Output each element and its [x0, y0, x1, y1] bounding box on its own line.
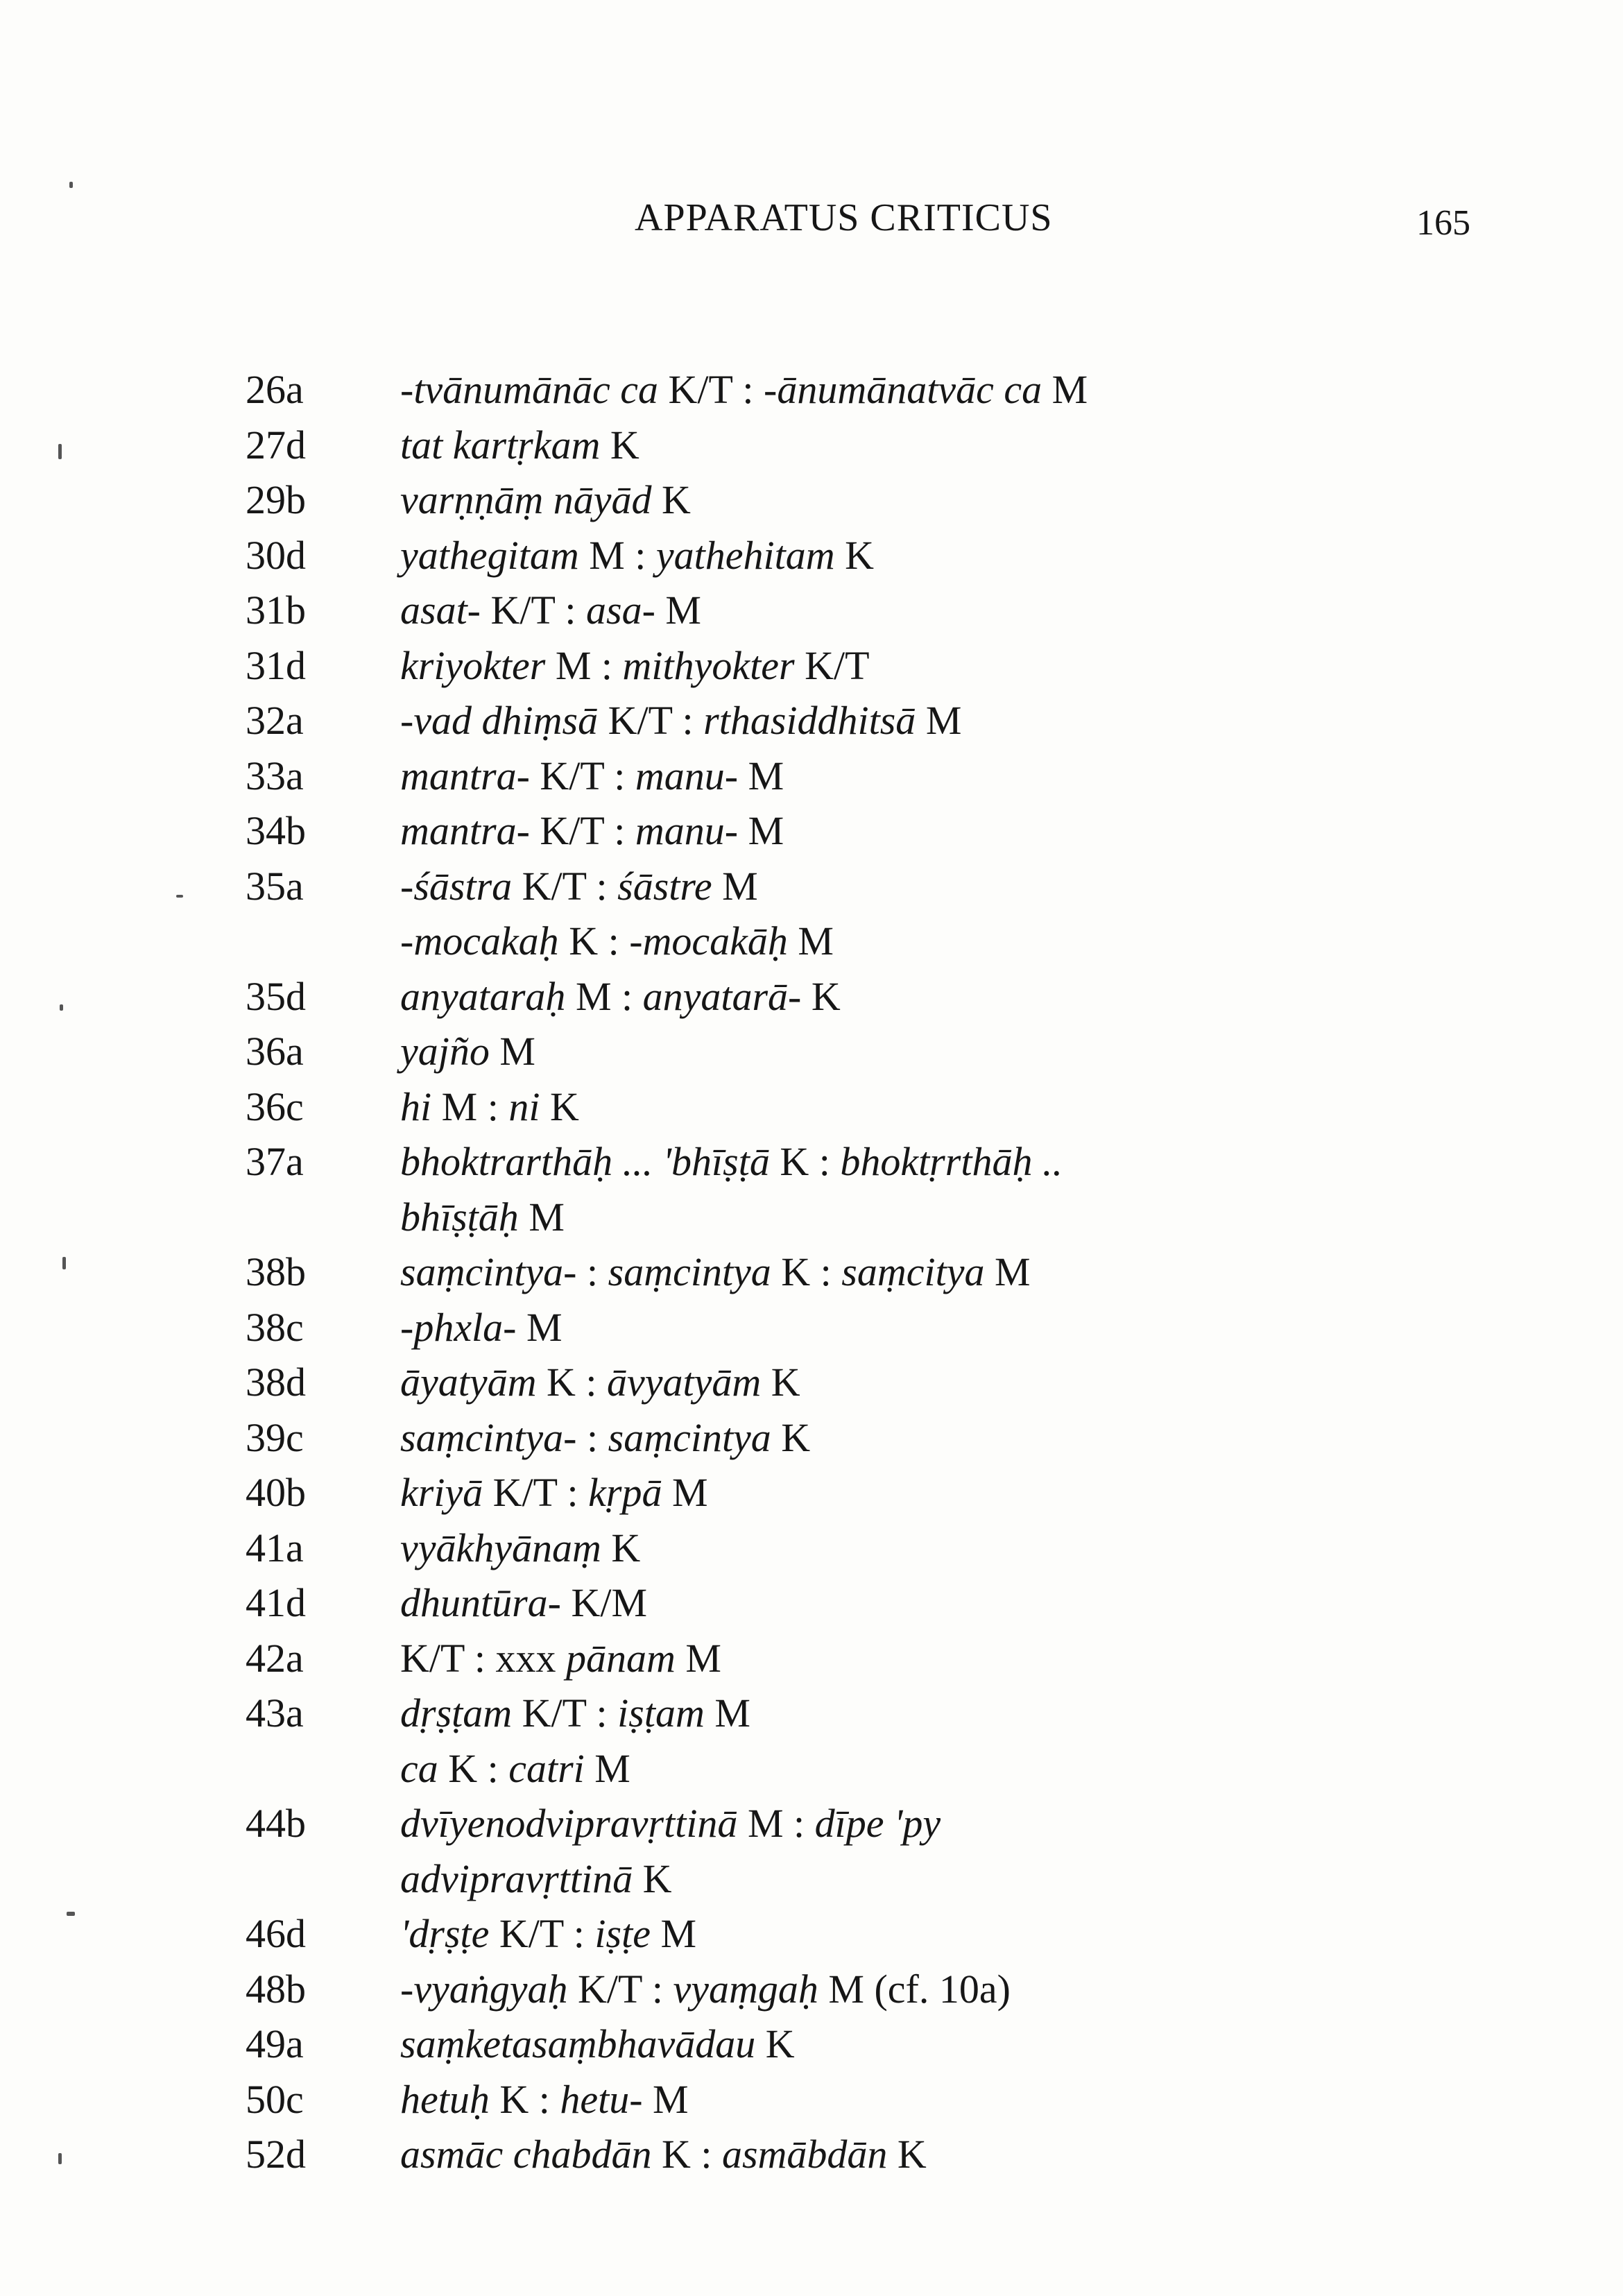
verse-reference: 46d: [246, 1911, 306, 1956]
siglum-text: K :: [558, 918, 630, 963]
verse-reference: 36a: [246, 1029, 304, 1074]
siglum-text: M: [787, 918, 834, 963]
variant-readings: [400, 1024, 1477, 1079]
sanskrit-reading: -phxla-: [400, 1304, 517, 1350]
variant-readings: [400, 1686, 1477, 1796]
verse-reference: 40b: [246, 1470, 306, 1515]
sanskrit-reading: yathehitam: [655, 532, 835, 578]
reading-line: [400, 914, 1477, 969]
variant-readings: [400, 1631, 1477, 1686]
reading-line: [400, 1410, 1477, 1466]
apparatus-entry: [229, 1355, 1477, 1410]
sanskrit-reading: vyākhyānaṃ: [400, 1525, 601, 1570]
apparatus-entry: [229, 2127, 1477, 2182]
sanskrit-reading: iṣṭe: [594, 1911, 651, 1956]
siglum-text: K: [755, 2021, 795, 2066]
siglum-text: M: [642, 2076, 689, 2122]
reading-line: [400, 1851, 1477, 1907]
verse-reference: 38c: [246, 1304, 304, 1350]
sanskrit-reading: bhīṣṭāḥ: [400, 1194, 519, 1240]
variant-readings: [400, 1410, 1477, 1466]
siglum-text: M :: [545, 642, 623, 688]
apparatus-entry: [229, 638, 1477, 694]
reading-line: [400, 748, 1477, 804]
verse-reference: 44b: [246, 1801, 306, 1846]
reading-line: [400, 1300, 1477, 1355]
page-number: 165: [1416, 203, 1470, 243]
reading-line: [400, 1796, 1477, 1851]
sanskrit-reading: dvīyenodvipravṛttinā: [400, 1801, 738, 1846]
reading-line: [400, 2072, 1477, 2127]
reading-line: [400, 1741, 1477, 1797]
verse-reference: 33a: [246, 753, 304, 798]
siglum-text: K :: [489, 2076, 560, 2122]
siglum-text: K: [600, 422, 639, 468]
siglum-text: M: [518, 1194, 565, 1240]
siglum-text: M: [704, 1690, 750, 1736]
siglum-text: M: [662, 1470, 708, 1515]
scan-speck: [58, 444, 62, 459]
variant-readings: [400, 1355, 1477, 1410]
siglum-text: M: [584, 1745, 630, 1791]
verse-reference: 34b: [246, 808, 306, 853]
reading-line: [400, 528, 1477, 583]
reading-line: [400, 1520, 1477, 1576]
siglum-text: M: [916, 698, 962, 743]
apparatus-entry: [229, 2016, 1477, 2072]
siglum-text: K/T :: [658, 367, 764, 412]
sanskrit-reading: bhoktrarthāḥ ... 'bhīṣṭā: [400, 1139, 770, 1184]
sanskrit-reading: saṃcintya: [608, 1249, 771, 1294]
apparatus-entry: [229, 859, 1477, 969]
verse-reference: 39c: [246, 1414, 304, 1460]
verse-reference: 29b: [246, 477, 306, 522]
apparatus-entry: [229, 1300, 1477, 1355]
apparatus-entry: [229, 1244, 1477, 1300]
variant-readings: [400, 969, 1477, 1025]
variant-readings: [400, 1134, 1477, 1244]
sanskrit-reading: āyatyām: [400, 1360, 537, 1405]
siglum-text: M: [655, 588, 701, 633]
apparatus-entry: [229, 1024, 1477, 1079]
siglum-text: K: [633, 1856, 672, 1901]
sanskrit-reading: hetu-: [560, 2076, 643, 2122]
apparatus-entry: [229, 528, 1477, 583]
variant-readings: [400, 583, 1477, 638]
reading-line: [400, 1575, 1477, 1631]
sanskrit-reading: dhuntūra-: [400, 1580, 561, 1625]
reading-line: [400, 472, 1477, 528]
apparatus-entry: [229, 1962, 1477, 2017]
sanskrit-reading: saṃcitya: [841, 1249, 985, 1294]
sanskrit-reading: kriyā: [400, 1470, 483, 1515]
apparatus-entry: [229, 1906, 1477, 1962]
variant-readings: [400, 748, 1477, 804]
sanskrit-reading: kriyokter: [400, 642, 546, 688]
sanskrit-reading: hetuḥ: [400, 2076, 490, 2122]
verse-reference: 31d: [246, 642, 306, 688]
variant-readings: [400, 1465, 1477, 1520]
sanskrit-reading: catri: [508, 1745, 585, 1791]
siglum-text: K :: [769, 1139, 841, 1184]
sanskrit-reading: -mocakāḥ: [629, 918, 788, 963]
variant-readings: [400, 1575, 1477, 1631]
verse-reference: 36c: [246, 1083, 304, 1129]
sanskrit-reading: dṛṣṭam: [400, 1690, 513, 1736]
scan-speck: [69, 182, 73, 188]
apparatus-entry: [229, 418, 1477, 473]
variant-readings: [400, 2072, 1477, 2127]
apparatus-entry: [229, 1520, 1477, 1576]
sanskrit-reading: yajño: [400, 1029, 490, 1074]
verse-reference: 43a: [246, 1690, 304, 1736]
sanskrit-reading: -ānumānatvāc ca: [764, 367, 1042, 412]
siglum-text: K/T :: [512, 863, 618, 909]
siglum-text: K: [761, 1360, 800, 1405]
sanskrit-reading: tat kartṛkam: [400, 422, 601, 468]
sanskrit-reading: -mocakaḥ: [400, 918, 559, 963]
reading-line: [400, 1631, 1477, 1686]
verse-reference: 35a: [246, 863, 304, 909]
siglum-text: K/T :: [489, 1911, 595, 1956]
verse-reference: 38b: [246, 1249, 306, 1294]
variant-readings: [400, 1520, 1477, 1576]
verse-reference: 41a: [246, 1525, 304, 1570]
siglum-text: K/T :: [481, 588, 586, 633]
sanskrit-reading: āvyatyām: [607, 1360, 762, 1405]
sanskrit-reading: -vad dhiṃsā: [400, 698, 599, 743]
reading-line: [400, 2016, 1477, 2072]
verse-reference: 30d: [246, 532, 306, 578]
reading-line: [400, 1079, 1477, 1135]
verse-reference: 31b: [246, 588, 306, 633]
siglum-text: M: [1042, 367, 1088, 412]
variant-readings: [400, 1962, 1477, 2017]
sanskrit-reading: saṃcintya: [608, 1414, 771, 1460]
siglum-text: M: [516, 1304, 563, 1350]
variant-readings: [400, 528, 1477, 583]
sanskrit-reading: anyataraḥ: [400, 973, 566, 1019]
siglum-text: K/T :: [529, 808, 635, 853]
sanskrit-reading: asmābdān: [721, 2132, 888, 2177]
apparatus-entry: [229, 1134, 1477, 1244]
apparatus-entry: [229, 1631, 1477, 1686]
reading-line: [400, 1244, 1477, 1300]
sanskrit-reading: mantra-: [400, 753, 530, 798]
siglum-text: M :: [578, 532, 656, 578]
siglum-text: K :: [771, 1249, 842, 1294]
sanskrit-reading: -śāstra: [400, 863, 513, 909]
reading-line: [400, 693, 1477, 748]
variant-readings: [400, 1906, 1477, 1962]
sanskrit-reading: manu-: [635, 753, 739, 798]
sanskrit-reading: iṣṭam: [617, 1690, 705, 1736]
reading-line: [400, 418, 1477, 473]
sanskrit-reading: asmāc chabdān: [400, 2132, 652, 2177]
verse-reference: 41d: [246, 1580, 306, 1625]
siglum-text: M: [738, 753, 784, 798]
sanskrit-reading: asat-: [400, 588, 481, 633]
apparatus-entry: [229, 583, 1477, 638]
reading-line: [400, 1465, 1477, 1520]
siglum-text: M: [712, 863, 758, 909]
siglum-text: K: [540, 1083, 579, 1129]
apparatus-entry: [229, 472, 1477, 528]
variant-readings: [400, 2127, 1477, 2182]
siglum-text: K: [801, 973, 841, 1019]
reading-line: [400, 2127, 1477, 2182]
apparatus-entry: [229, 1575, 1477, 1631]
sanskrit-reading: śāstre: [617, 863, 712, 909]
apparatus-entry: [229, 1410, 1477, 1466]
apparatus-entries: [229, 362, 1477, 2182]
sanskrit-reading: 'dṛṣṭe: [400, 1911, 490, 1956]
sanskrit-reading: saṃcintya-: [400, 1249, 577, 1294]
apparatus-entry: [229, 362, 1477, 418]
sanskrit-reading: ca: [400, 1745, 438, 1791]
scan-speck: [60, 1004, 63, 1011]
scan-speck: [67, 1912, 75, 1916]
sanskrit-reading: bhoktṛrthāḥ ..: [840, 1139, 1063, 1184]
reading-line: [400, 362, 1477, 418]
verse-reference: 27d: [246, 422, 306, 468]
siglum-text: K/T :: [529, 753, 635, 798]
reading-line: [400, 1686, 1477, 1741]
apparatus-entry: [229, 1686, 1477, 1796]
sanskrit-reading: -vyaṅgyaḥ: [400, 1966, 568, 2012]
apparatus-entry: [229, 1465, 1477, 1520]
apparatus-entry: [229, 748, 1477, 804]
verse-reference: 26a: [246, 367, 304, 412]
reading-line: [400, 583, 1477, 638]
siglum-text: :: [576, 1414, 608, 1460]
sanskrit-reading: -tvānumānāc ca: [400, 367, 659, 412]
sanskrit-reading: ni: [508, 1083, 540, 1129]
sanskrit-reading: advipravṛttinā: [400, 1856, 633, 1901]
reading-line: [400, 1024, 1477, 1079]
siglum-text: M :: [431, 1083, 509, 1129]
siglum-text: K/T :: [483, 1470, 589, 1515]
variant-readings: [400, 1796, 1477, 1906]
apparatus-entry: [229, 2072, 1477, 2127]
variant-readings: [400, 693, 1477, 748]
siglum-text: M (cf. 10a): [818, 1966, 1011, 2012]
apparatus-entry: [229, 693, 1477, 748]
sanskrit-reading: varṇṇāṃ nāyād: [400, 477, 652, 522]
siglum-text: K/T : xxx: [400, 1635, 566, 1681]
siglum-text: M: [984, 1249, 1031, 1294]
sanskrit-reading: yathegitam: [400, 532, 579, 578]
siglum-text: :: [576, 1249, 608, 1294]
variant-readings: [400, 418, 1477, 473]
variant-readings: [400, 803, 1477, 859]
siglum-text: M :: [737, 1801, 815, 1846]
siglum-text: M: [675, 1635, 721, 1681]
variant-readings: [400, 1300, 1477, 1355]
siglum-text: K/T :: [512, 1690, 618, 1736]
reading-line: [400, 1190, 1477, 1245]
siglum-text: K: [834, 532, 875, 578]
sanskrit-reading: pānam: [566, 1635, 676, 1681]
siglum-text: K/T: [794, 642, 870, 688]
siglum-text: K :: [651, 2132, 722, 2177]
variant-readings: [400, 472, 1477, 528]
apparatus-entry: [229, 1079, 1477, 1135]
siglum-text: M: [489, 1029, 535, 1074]
siglum-text: K :: [536, 1360, 607, 1405]
scan-speck: [58, 2153, 62, 2164]
siglum-text: K: [887, 2132, 927, 2177]
verse-reference: 42a: [246, 1635, 304, 1681]
reading-line: [400, 859, 1477, 914]
reading-line: [400, 638, 1477, 694]
siglum-text: K :: [438, 1745, 509, 1791]
verse-reference: 48b: [246, 1966, 306, 2012]
sanskrit-reading: saṃcintya-: [400, 1414, 577, 1460]
reading-line: [400, 1355, 1477, 1410]
siglum-text: K/T :: [567, 1966, 673, 2012]
variant-readings: [400, 1244, 1477, 1300]
verse-reference: 52d: [246, 2132, 306, 2177]
sanskrit-reading: mantra-: [400, 808, 530, 853]
sanskrit-reading: hi: [400, 1083, 432, 1129]
verse-reference: 32a: [246, 698, 304, 743]
apparatus-entry: [229, 969, 1477, 1025]
sanskrit-reading: anyatarā-: [642, 973, 802, 1019]
apparatus-entry: [229, 803, 1477, 859]
siglum-text: M: [650, 1911, 697, 1956]
verse-reference: 35d: [246, 973, 306, 1019]
siglum-text: K: [601, 1525, 641, 1570]
running-head: APPARATUS CRITICUS: [635, 196, 1053, 239]
sanskrit-reading: mithyokter: [622, 642, 795, 688]
variant-readings: [400, 1079, 1477, 1135]
variant-readings: [400, 362, 1477, 418]
reading-line: [400, 969, 1477, 1025]
siglum-text: K: [651, 477, 691, 522]
sanskrit-reading: vyaṃgaḥ: [673, 1966, 818, 2012]
siglum-text: M :: [565, 973, 643, 1019]
verse-reference: 50c: [246, 2076, 304, 2122]
reading-line: [400, 1906, 1477, 1962]
variant-readings: [400, 859, 1477, 969]
scan-speck: [62, 1257, 66, 1269]
sanskrit-reading: saṃketasaṃbhavādau: [400, 2021, 756, 2066]
reading-line: [400, 803, 1477, 859]
sanskrit-reading: kṛpā: [588, 1470, 662, 1515]
reading-line: [400, 1962, 1477, 2017]
verse-reference: 37a: [246, 1139, 304, 1184]
scan-speck: [176, 895, 183, 898]
sanskrit-reading: dīpe 'py: [814, 1801, 941, 1846]
variant-readings: [400, 638, 1477, 694]
apparatus-entry: [229, 1796, 1477, 1906]
siglum-text: K/T :: [598, 698, 704, 743]
siglum-text: K: [771, 1414, 811, 1460]
verse-reference: 49a: [246, 2021, 304, 2066]
sanskrit-reading: rthasiddhitsā: [703, 698, 916, 743]
sanskrit-reading: asa-: [586, 588, 655, 633]
siglum-text: K/M: [561, 1580, 648, 1625]
reading-line: [400, 1134, 1477, 1190]
siglum-text: M: [738, 808, 784, 853]
variant-readings: [400, 2016, 1477, 2072]
sanskrit-reading: manu-: [635, 808, 739, 853]
verse-reference: 38d: [246, 1360, 306, 1405]
